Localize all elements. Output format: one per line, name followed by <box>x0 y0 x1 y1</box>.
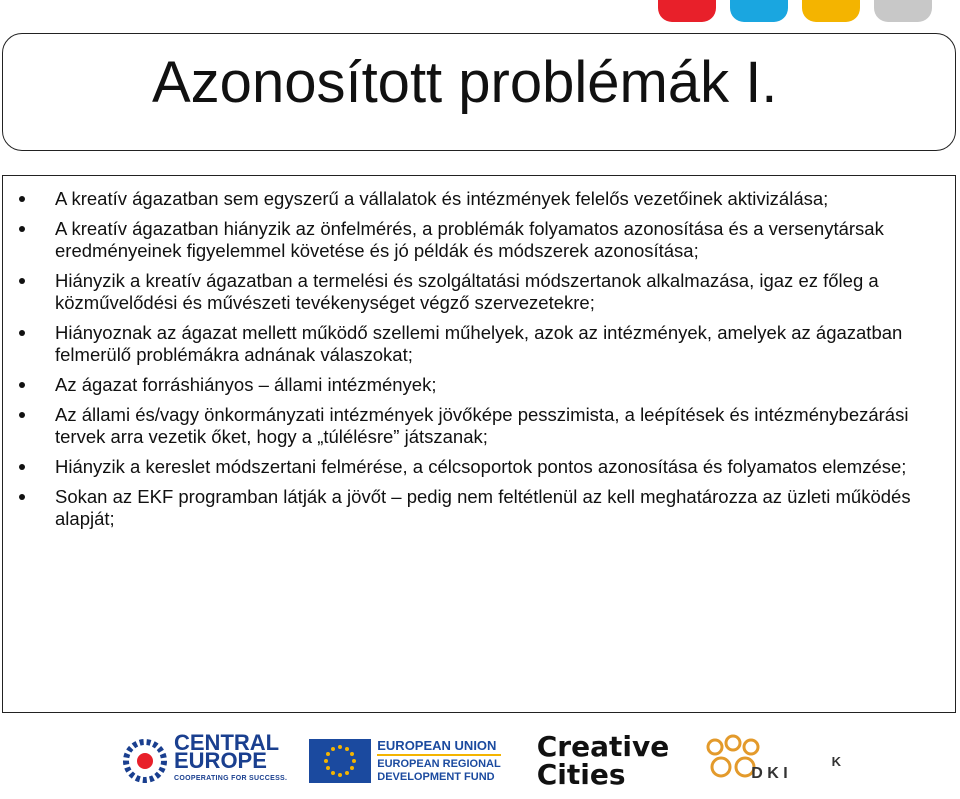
gray-tab <box>874 0 932 22</box>
bullet-item: Az állami és/vagy önkormányzati intézmények jövőképe pesszimista, a leépítések és intézménybezárási tervek arra vezetik őket, hogy a „túlélésre” játszanak; <box>9 404 934 448</box>
bullet-item: A kreatív ágazatban sem egyszerű a vállalatok és intézmények felelős vezetőinek aktivizálása; <box>9 188 934 210</box>
yellow-tab <box>802 0 860 22</box>
blue-tab <box>730 0 788 22</box>
bullet-item: Sokan az EKF programban látják a jövőt – pedig nem feltétlenül az kell meghatározza az üzleti működés alapját; <box>9 486 934 530</box>
k-logo <box>832 754 841 769</box>
dki-logo <box>699 733 787 789</box>
bullet-item: A kreatív ágazatban hiányzik az önfelmérés, a problémák folyamatos azonosítása és a versenytársak eredményeinek figyelemmel követése és jó példák és módszerek azonosítása; <box>9 218 934 262</box>
slide-title: Azonosított problémák I. <box>152 50 778 115</box>
central-europe-line1: CENTRAL <box>174 730 280 755</box>
decorative-color-tabs <box>658 0 932 22</box>
eu-line1: EUROPEAN UNION <box>377 739 500 756</box>
dki-text: D K I <box>751 765 788 782</box>
k-text: K <box>831 753 842 769</box>
creative-cities-line2: Cities <box>536 758 626 791</box>
eu-flag-icon <box>309 739 371 783</box>
creative-cities-logo <box>536 730 670 791</box>
content-box <box>2 175 956 713</box>
central-europe-logo <box>120 730 288 788</box>
bullet-list <box>9 188 934 538</box>
bullet-item: Az ágazat forráshiányos – állami intézmények; <box>9 374 934 396</box>
bullet-item: Hiányoznak az ágazat mellett működő szellemi műhelyek, azok az intézmények, amelyek az ágazatban felmerülő problémákra adnának válaszokat; <box>9 322 934 366</box>
central-europe-tagline: COOPERATING FOR SUCCESS. <box>174 775 288 782</box>
central-europe-emblem-icon <box>120 738 170 784</box>
eu-line2: EUROPEAN REGIONAL <box>377 757 501 770</box>
creative-cities-line1: Creative <box>536 730 670 763</box>
bullet-item: Hiányzik a kereslet módszertani felmérése, a célcsoportok pontos azonosítása és folyamatos elemzése; <box>9 456 934 478</box>
logo-bar <box>120 728 850 794</box>
central-europe-line2: EUROPE <box>174 748 267 773</box>
eu-logo <box>309 739 500 784</box>
bullet-item: Hiányzik a kreatív ágazatban a termelési és szolgáltatási módszertanok alkalmazása, igaz ez főleg a közművelődési és művészeti tevékenységet végző szervezetekre; <box>9 270 934 314</box>
eu-line3: DEVELOPMENT FUND <box>377 770 495 783</box>
red-tab <box>658 0 716 22</box>
